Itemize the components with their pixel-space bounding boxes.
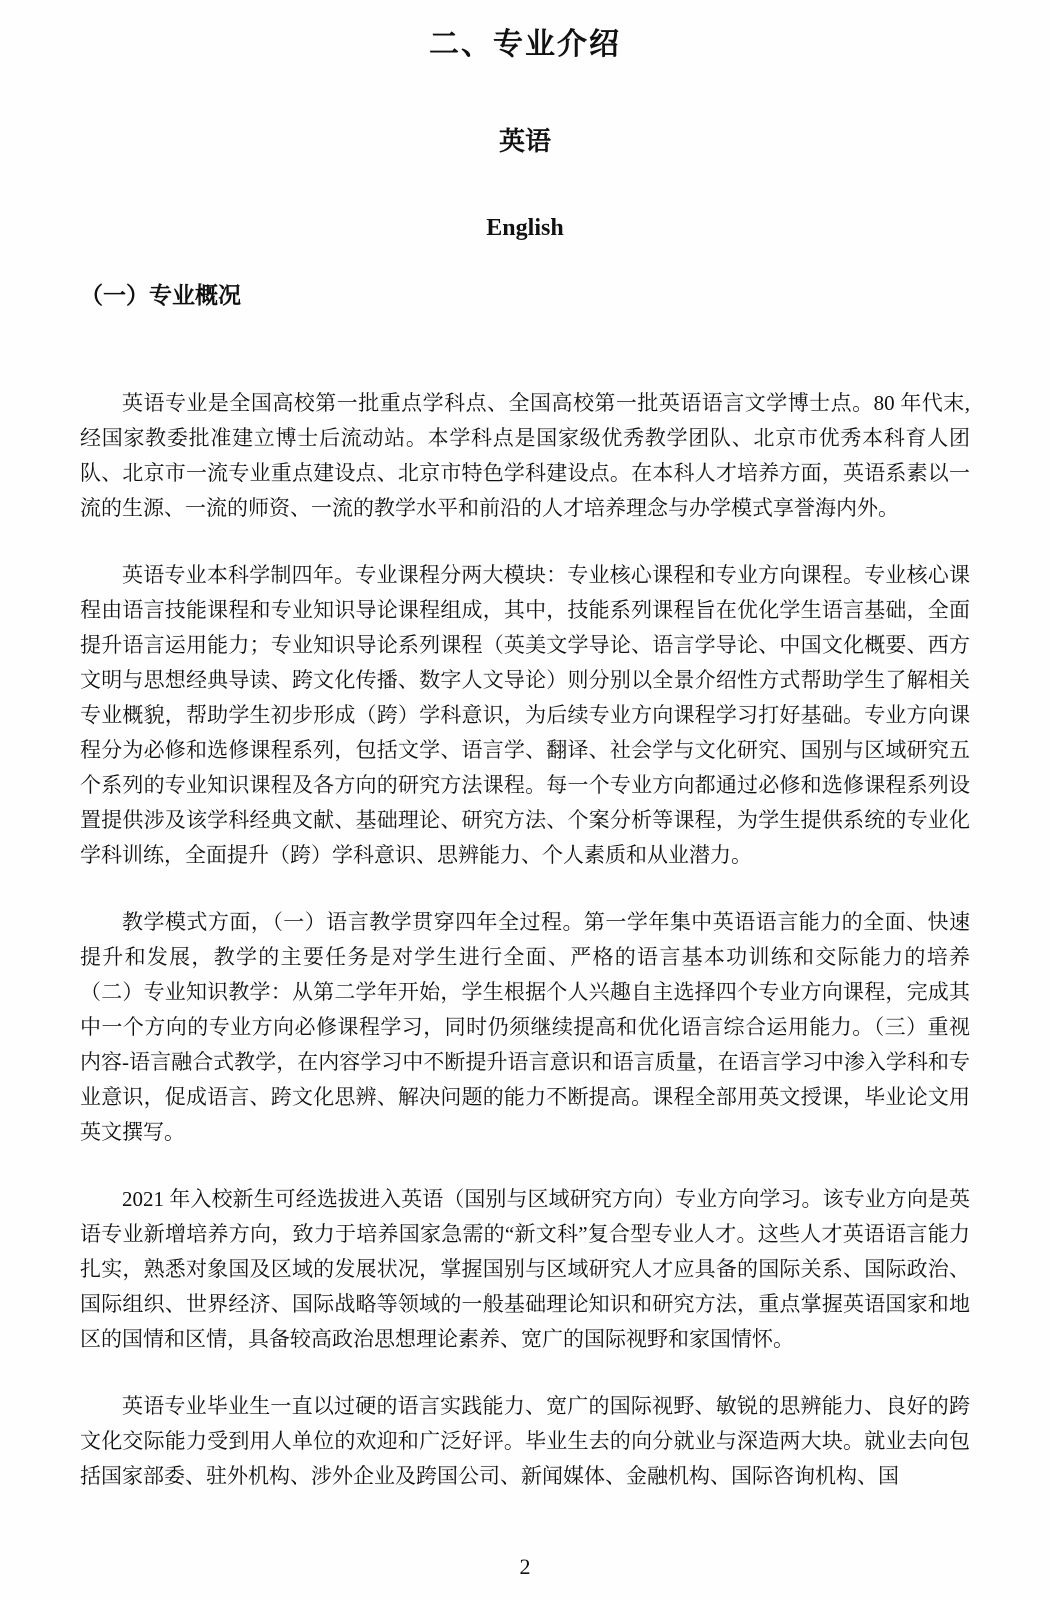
section-heading: （一）专业概况 (80, 282, 241, 308)
page-title: 二、专业介绍 (429, 28, 621, 61)
major-title-english: English (486, 215, 564, 241)
major-title-chinese: 英语 (498, 126, 551, 156)
paragraph-overview-1: 英语专业是全国高校第一批重点学科点、全国高校第一批英语语言文学博士点。80 年代末,经国家教委批准建立博士后流动站。本学科点是国家级优秀教学团队、北京市优秀本科育人团队、北京市一流专业重点建设点、北京市特色学科建设点。在本科人才培养方面，英语系素以一流的生源、一流的师资、一流的教学水平和前沿的人才培养理念与办学模式享誉海内外。 (80, 391, 970, 520)
page-number: 2 (519, 1554, 531, 1579)
paragraph-2021-direction: 2021 年入校新生可经选拔进入英语（国别与区域研究方向）专业方向学习。该专业方向是英语专业新增培养方向，致力于培养国家急需的“新文科”复合型专业人才。这些人才英语语言能力扎实，熟悉对象国及区域的发展状况，掌握国别与区域研究人才应具备的国际关系、国际政治、国际组织、世界经济、国际战略等领域的一般基础理论知识和研究方法，重点掌握英语国家和地区的国情和区情，具备较高政治思想理论素养、宽广的国际视野和家国情怀。 (80, 1187, 970, 1351)
paragraph-teaching-model: 教学模式方面，（一）语言教学贯穿四年全过程。第一学年集中英语语言能力的全面、快速提升和发展，教学的主要任务是对学生进行全面、严格的语言基本功训练和交际能力的培养（二）专业知识教学：从第二学年开始，学生根据个人兴趣自主选择四个专业方向课程，完成其中一个方向的专业方向必修课程学习，同时仍须继续提高和优化语言综合运用能力。（三）重视内容-语言融合式教学，在内容学习中不断提升语言意识和语言质量，在语言学习中渗入学科和专业意识，促成语言、跨文化思辨、解决问题的能力不断提高。课程全部用英文授课，毕业论文用英文撰写。 (80, 910, 970, 1144)
paragraph-curriculum: 英语专业本科学制四年。专业课程分两大模块：专业核心课程和专业方向课程。专业核心课程由语言技能课程和专业知识导论课程组成，其中，技能系列课程旨在优化学生语言基础，全面提升语言运用能力；专业知识导论系列课程（英美文学导论、语言学导论、中国文化概要、西方文明与思想经典导读、跨文化传播、数字人文导论）则分别以全景介绍性方式帮助学生了解相关专业概貌，帮助学生初步形成（跨）学科意识，为后续专业方向课程学习打好基础。专业方向课程分为必修和选修课程系列，包括文学、语言学、翻译、社会学与文化研究、国别与区域研究五个系列的专业知识课程及各方向的研究方法课程。每一个专业方向都通过必修和选修课程系列设置提供涉及该学科经典文献、基础理论、研究方法、个案分析等课程，为学生提供系统的专业化学科训练，全面提升（跨）学科意识、思辨能力、个人素质和从业潜力。 (80, 563, 970, 867)
paragraph-graduates: 英语专业毕业生一直以过硬的语言实践能力、宽广的国际视野、敏锐的思辨能力、良好的跨文化交际能力受到用人单位的欢迎和广泛好评。毕业生去的向分就业与深造两大块。就业去向包括国家部委、驻外机构、涉外企业及跨国公司、新闻媒体、金融机构、国际咨询机构、国 (80, 1394, 970, 1488)
